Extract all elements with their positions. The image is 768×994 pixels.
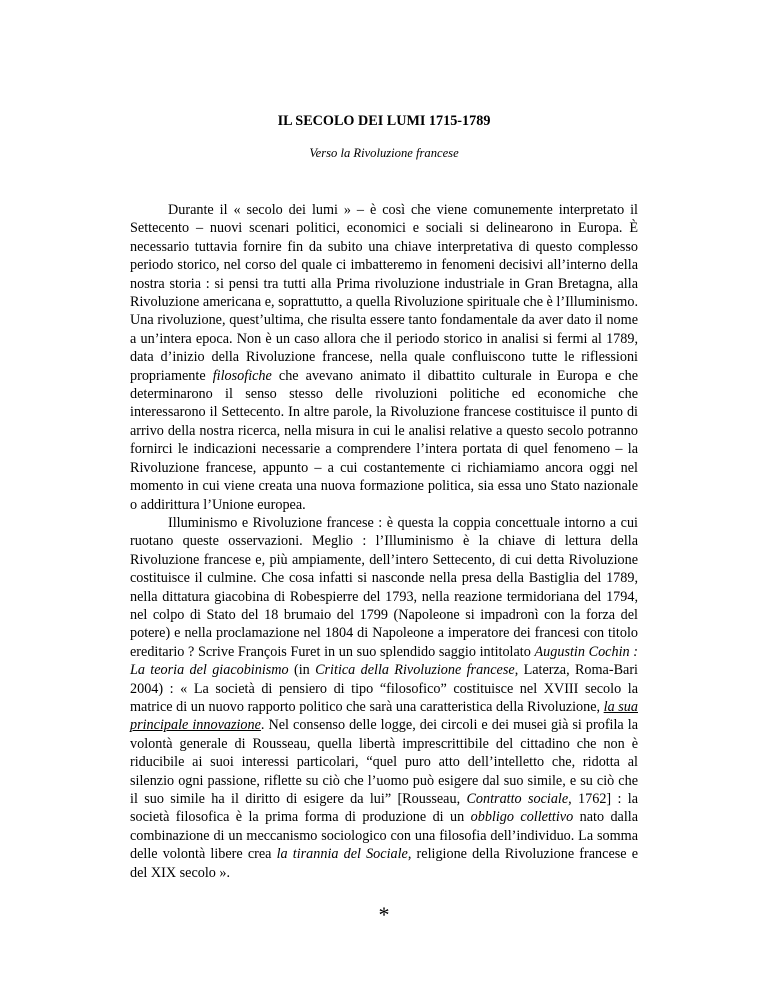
section-separator: * (378, 902, 390, 928)
paragraph-1: Durante il « secolo dei lumi » – è così che viene comunemente interpretato il Settecento – nuovi scenari politici, economici e sociali si delinearono in Europa. È necessario tuttavia fornire fin da subito una chiave interpretativa di questo complesso periodo storico, nel corso del quale ci imbatteremo in fenomeni decisivi all’interno della nostra storia : si pensi tra tutti alla Prima rivoluzione industriale in Gran Bretagna, alla Rivoluzione americana e, soprattutto, a quella Rivoluzione spirituale che è l’Illuminismo. Una rivoluzione, quest’ultima, che risulta essere tanto fondamentale da aver dato il nome a un’intera epoca. Non è un caso allora che il periodo storico in analisi si fermi al 1789, data d’inizio della Rivoluzione francese, nella quale confluiscono tutte le riflessioni propriamente filosofiche che avevano animato il dibattito culturale in Europa e che determinarono il senso stesso delle rivoluzioni politiche ed economiche che interessarono il Settecento. In altre parole, la Rivoluzione francese costituisce il punto di arrivo della nostra ricerca, nella misura in cui le analisi relative a questo secolo potranno fornirci le indicazioni necessarie a comprendere l’intera portata di quel fenomeno – la Rivoluzione francese, appunto – a cui costantemente ci richiamiamo ancora oggi nel momento in cui viene creata una nuova formazione politica, sia essa uno Stato nazionale o addirittura l’Unione europea. (130, 202, 638, 513)
underlined-emphasis: la sua principale innovazione (130, 698, 638, 734)
paragraph-2: Illuminismo e Rivoluzione francese : è questa la coppia concettuale intorno a cui ruotano queste osservazioni. Meglio : l’Illuminismo è la chiave di lettura della Rivoluzione francese e, più ampiamente, dell’intero Settecento, di cui detta Rivoluzione costituisce il culmine. Che cosa infatti si nasconde nella presa della Bastiglia del 1789, nella dittatura giacobina di Robespierre del 1793, nella reazione termidoriana del 1794, nel colpo di Stato del 18 brumaio del 1799 (Napoleone si impadronì con la forza del potere) e nella proclamazione nel 1804 di Napoleone a imperatore dei francesi con titolo ereditario ? Scrive François Furet in un suo splendido saggio intitolato Augustin Cochin : La teoria del giacobinismo (in Critica della Rivoluzione francese, Laterza, Roma-Bari 2004) : « La società di pensiero di tipo “filosofico” costituisce nel XVIII secolo la matrice di un nuovo rapporto politico che sarà una caratteristica della Rivoluzione, la sua principale innovazione. Nel consenso delle logge, dei circoli e dei musei già si profila la volontà generale di Rousseau, quella libertà imprescrittibile del cittadino che non è riducibile ai suoi interessi particolari, “quel puro atto dell’intelletto che, ridotta al silenzio ogni passione, riflette su ciò che l’uomo può esigere dal suo simile, e su ciò che il suo simile ha il diritto di esigere da lui” [Rousseau, Contratto sociale, 1762] : la società filosofica è la prima forma di produzione di un obbligo collettivo nato dalla combinazione di un meccanismo sociologico con una filosofia dell’individuo. La somma delle volontà libere crea la tirannia del Sociale, religione della Rivoluzione francese e del XIX secolo ». (130, 514, 639, 881)
italic-emphasis: obbligo collettivo (470, 809, 574, 826)
document-body (130, 201, 638, 882)
italic-emphasis: Augustin Cochin : La teoria del giacobinismo (130, 643, 639, 679)
italic-emphasis: Critica della Rivoluzione francese (315, 662, 515, 679)
document-title: IL SECOLO DEI LUMI 1715-1789 (277, 113, 491, 129)
document-subtitle: Verso la Rivoluzione francese (309, 146, 459, 160)
italic-emphasis: la tirannia del Sociale (276, 846, 408, 863)
document-page (130, 112, 638, 926)
italic-emphasis: filosofiche (212, 367, 272, 384)
italic-emphasis: Contratto sociale (466, 791, 569, 807)
